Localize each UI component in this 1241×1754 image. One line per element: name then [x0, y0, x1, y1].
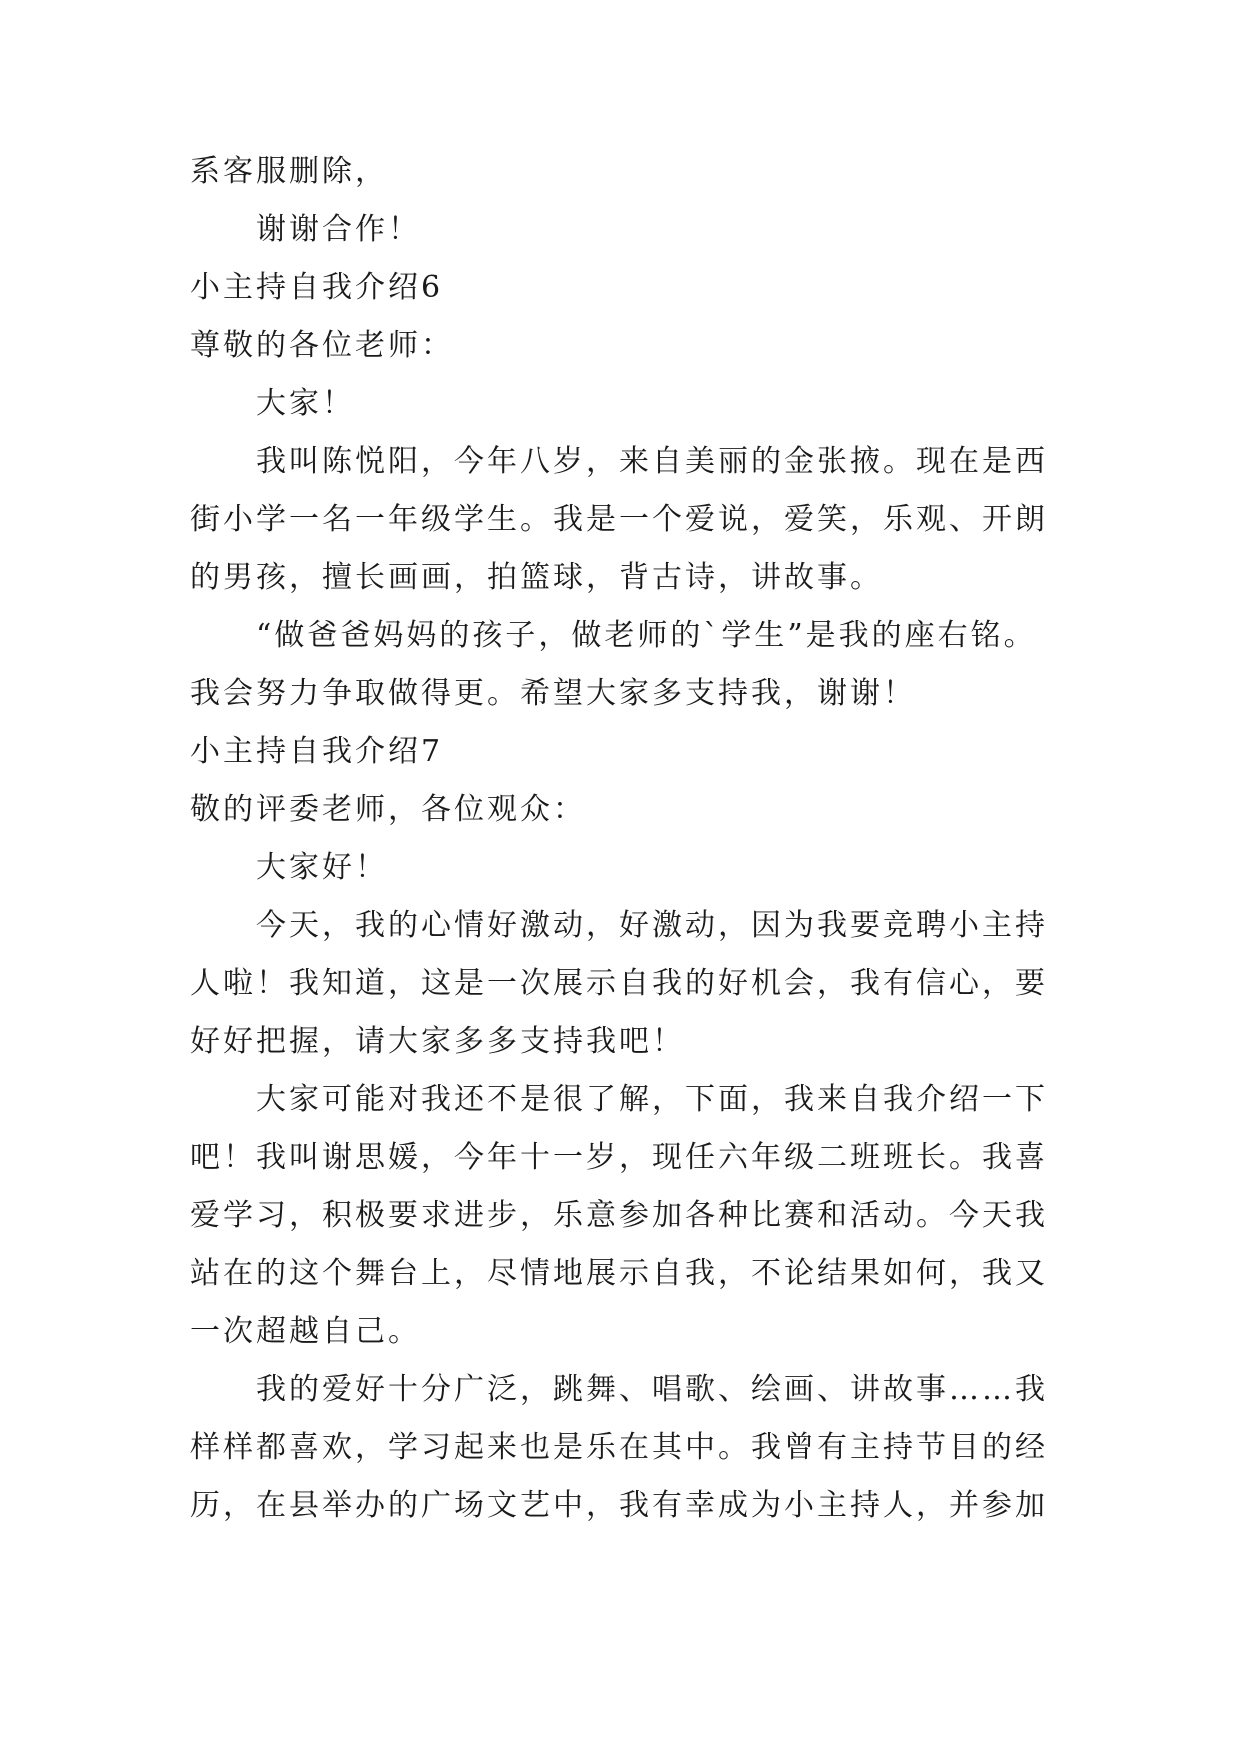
- paragraph-line: 我的爱好十分广泛，跳舞、唱歌、绘画、讲故事……我: [256, 1372, 1048, 1407]
- text-line: 谢谢合作！: [256, 212, 421, 247]
- paragraph-line: 大家可能对我还不是很了解，下面，我来自我介绍一下: [256, 1082, 1048, 1117]
- salutation: 尊敬的各位老师：: [190, 328, 454, 363]
- greeting: 大家好！: [256, 850, 388, 885]
- section-heading: 小主持自我介绍6: [190, 270, 444, 305]
- greeting: 大家！: [256, 386, 355, 421]
- paragraph-line: “做爸爸妈妈的孩子，做老师的`学生”是我的座右铭。: [256, 618, 1037, 653]
- paragraph-line: 吧！我叫谢思媛，今年十一岁，现任六年级二班班长。我喜: [190, 1140, 1048, 1175]
- paragraph-line: 我会努力争取做得更。希望大家多支持我，谢谢！: [190, 676, 916, 711]
- paragraph-line: 我叫陈悦阳，今年八岁，来自美丽的金张掖。现在是西: [256, 444, 1048, 479]
- section-heading: 小主持自我介绍7: [190, 734, 444, 769]
- paragraph-line: 今天，我的心情好激动，好激动，因为我要竞聘小主持: [256, 908, 1048, 943]
- text-line: 系客服删除，: [190, 154, 388, 189]
- paragraph-line: 好好把握，请大家多多支持我吧！: [190, 1024, 685, 1059]
- paragraph-line: 样样都喜欢，学习起来也是乐在其中。我曾有主持节目的经: [190, 1430, 1048, 1465]
- paragraph-line: 的男孩，擅长画画，拍篮球，背古诗，讲故事。: [190, 560, 883, 595]
- paragraph-line: 街小学一名一年级学生。我是一个爱说，爱笑，乐观、开朗: [190, 502, 1048, 537]
- paragraph-line: 站在的这个舞台上，尽情地展示自我，不论结果如何，我又: [190, 1256, 1048, 1291]
- paragraph-line: 历，在县举办的广场文艺中，我有幸成为小主持人，并参加: [190, 1488, 1048, 1523]
- paragraph-line: 一次超越自己。: [190, 1314, 421, 1349]
- paragraph-line: 人啦！我知道，这是一次展示自我的好机会，我有信心，要: [190, 966, 1048, 1001]
- paragraph-line: 爱学习，积极要求进步，乐意参加各种比赛和活动。今天我: [190, 1198, 1048, 1233]
- salutation: 敬的评委老师，各位观众：: [190, 792, 586, 827]
